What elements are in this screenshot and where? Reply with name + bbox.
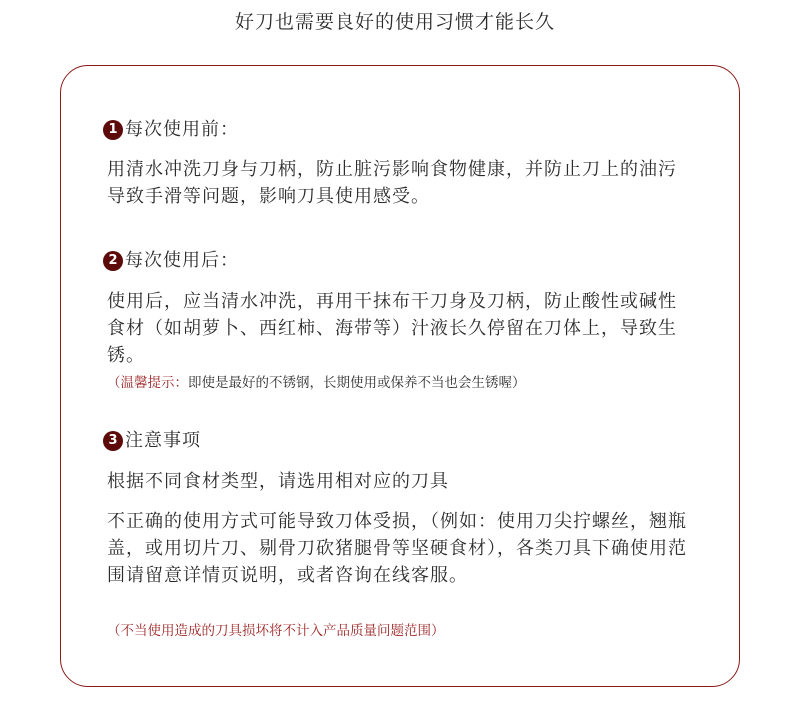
- section-2-tip: [107, 374, 707, 392]
- number-3-icon: 3: [103, 431, 123, 451]
- section-3-note: （不当使用造成的刀具损坏将不计入产品质量问题范围）: [107, 623, 445, 639]
- section-3-paragraph-1: 根据不同食材类型，请选用相对应的刀具: [107, 471, 449, 492]
- section-2-paragraph: 使用后，应当清水冲洗，再用干抹布干刀身及刀柄，防止酸性或碱性食材（如胡萝卜、西红柿、海带等）汁液长久停留在刀体上，导致生锈。: [107, 291, 677, 366]
- tip-open-paren: （: [107, 375, 121, 391]
- section-2-title: 每次使用后：: [125, 250, 239, 271]
- section-1-title: 每次使用前：: [125, 119, 239, 140]
- section-3-heading: [103, 429, 201, 453]
- page-title: 好刀也需要良好的使用习惯才能长久: [234, 11, 555, 33]
- number-1-icon: 1: [103, 120, 123, 140]
- tip-text: 即使是最好的不锈钢，长期使用或保养不当也会生锈喔）: [188, 375, 526, 391]
- section-3-title: 注意事项: [125, 430, 201, 451]
- section-3-paragraph-2: 不正确的使用方式可能导致刀体受损，（例如：使用刀尖拧螺丝，翘瓶盖，或用切片刀、剔骨刀砍猪腿骨等坚硬食材），各类刀具下确使用范围请留意详情页说明，或者咨询在线客服。: [107, 511, 687, 586]
- section-2-heading: [103, 249, 239, 273]
- number-2-icon: 2: [103, 251, 123, 271]
- section-1-heading: [103, 118, 239, 142]
- section-1-paragraph: 用清水冲洗刀身与刀柄，防止脏污影响食物健康，并防止刀上的油污导致手滑等问题，影响刀具使用感受。: [107, 159, 677, 207]
- tip-label: 温馨提示：: [120, 375, 188, 391]
